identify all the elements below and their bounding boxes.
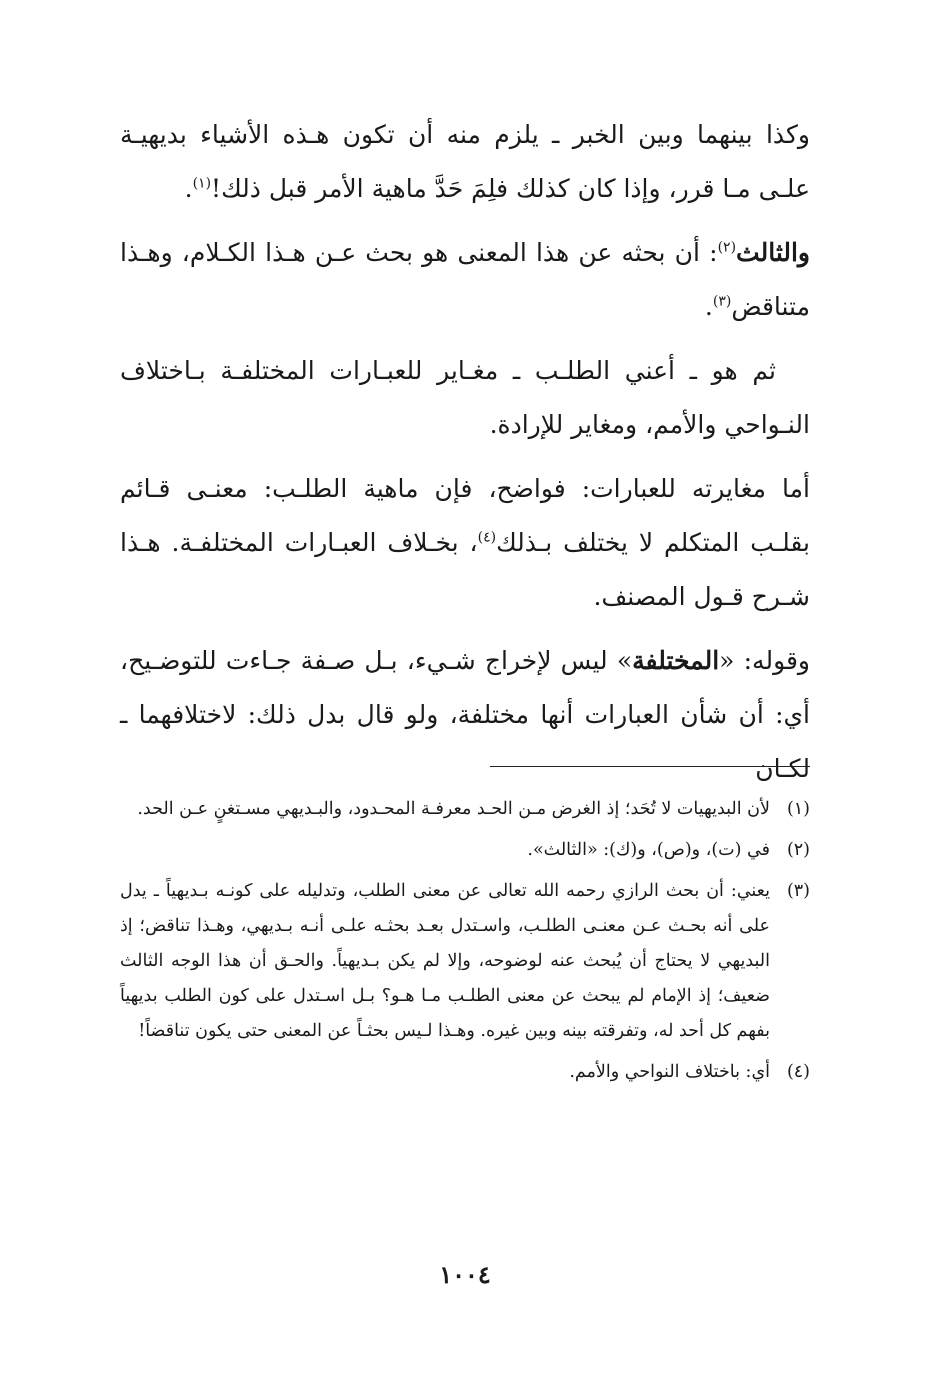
footnote-number: (٢) (786, 840, 810, 860)
paragraph-5 (120, 634, 810, 796)
footnote-number: (٤) (786, 1062, 810, 1082)
footnote-text: لأن البديهيات لا تُحَد؛ إذ الغرض مـن الحـد معرفـة المحـدود، والبـديهي مسـتغنٍ عـن الحد. (137, 799, 770, 819)
paragraph-4-text-a: أما مغايرته للعبارات: فواضح، فإن ماهية الطلـب: معنـى قـائم بقلـب المتكلم لا يختلف بـذلك (120, 474, 810, 557)
footnote-ref-1: (١) (192, 175, 212, 192)
paragraph-2-lead: والثالث (736, 238, 810, 267)
paragraph-4-text-b: ، بخـلاف العبـارات المختلفـة. هـذا شـرح قـول المصنف. (120, 528, 810, 611)
paragraph-2 (120, 226, 810, 334)
paragraph-2-end: . (704, 292, 713, 321)
footnote-ref-4: (٤) (477, 529, 497, 546)
footnote-text: يعني: أن بحث الرازي رحمه الله تعالى عن معنى الطلب، وتدليله على كونـه بـديهياً ـ يدل على أنه بحـث عـن معنـى الطلـب، واسـتدل بعـد بحثـه علـى أنـه بـديهي، وهـذا تناقض؛ إذ البديهي لا يحتاج أن يُبحث عنه لوضوحه، وإلا لم يكن بـديهياً. والحـق أن هذا الوجه الثالث ضعيف؛ إذ الإمام لم يبحث عن معنى الطلـب مـا هـو؟ بـل اسـتدل على كون الطلب بديهياً بفهم كل أحد له، وتفرقته بينه وبين غيره. وهـذا لـيس بحثـاً عن المعنى حتى يكون تناقضاً! (120, 881, 770, 1041)
footnotes (120, 792, 810, 1096)
paragraph-5-text-b: » ليس لإخراج شـيء، بـل صـفة جـاءت للتوضـيح، أي: أن شأن العبارات أنها مختلفة، ولو قال بدل ذلك: لاختلافهما ـ لكـان (120, 646, 810, 783)
main-text (120, 108, 810, 796)
paragraph-2-text: : أن بحثه عن هذا المعنى هو بحث عـن هـذا الكـلام، وهـذا متناقض (120, 238, 810, 321)
paragraph-5-text-a: وقوله: « (719, 646, 811, 675)
footnote-4 (120, 1055, 810, 1090)
paragraph-3: ثم هو ـ أعني الطلـب ـ مغـاير للعبـارات المختلفـة بـاختلاف النـواحي والأمم، ومغاير للإرادة. (120, 356, 810, 439)
footnote-text: في (ت)، و(ص)، و(ك): «الثالث». (527, 840, 770, 860)
paragraph-1-end: . (184, 174, 193, 203)
footnote-number: (١) (786, 799, 810, 819)
page-number: ١٠٠٤ (439, 1260, 491, 1289)
footnote-2 (120, 833, 810, 868)
footnote-ref-3: (٣) (712, 293, 732, 310)
paragraph-5-bold-term: المختلفة (632, 646, 720, 675)
paragraph-1 (120, 108, 810, 216)
book-page (120, 108, 810, 1368)
footnote-separator (490, 766, 810, 767)
footnote-3 (120, 874, 810, 1049)
footnote-number: (٣) (786, 881, 810, 901)
paragraph-1-text: وكذا بينهما وبين الخبر ـ يلزم منه أن تكون هـذه الأشياء بديهيـة علـى مـا قرر، وإذا كان كذلك فلِمَ حَدَّ ماهية الأمر قبل ذلك! (120, 120, 810, 203)
footnote-ref-2: (٢) (717, 239, 737, 256)
paragraph-4 (120, 462, 810, 624)
footnote-1 (120, 792, 810, 827)
footnote-text: أي: باختلاف النواحي والأمم. (569, 1062, 770, 1082)
